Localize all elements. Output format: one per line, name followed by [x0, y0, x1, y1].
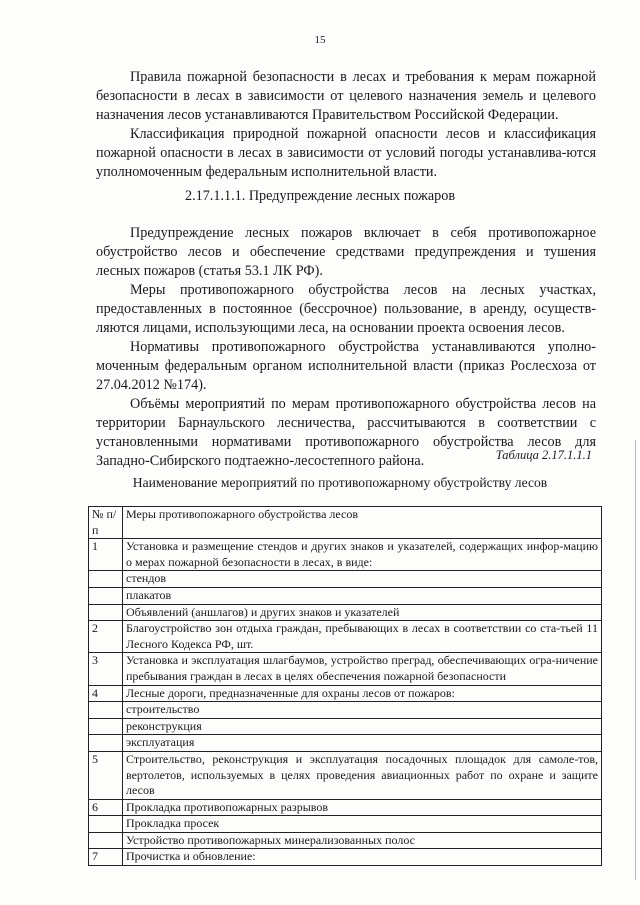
scan-edge-line — [635, 440, 636, 880]
table-row — [89, 539, 602, 571]
paragraph-volumes: Объёмы мероприятий по мерам противопожарного обустройства лесов на территории Барнаульского лесничества, рассчитываются в соответствии с установленными нормативами противопожарного обустройства лесов для Западно-Сибирского подтаежно-лесостепного района. — [96, 396, 596, 469]
row-measure: реконструкция — [123, 718, 602, 735]
paragraph-fire-arrangement-measures: Меры противопожарного обустройства лесов на лесных участках, предоставленных в постоянное (бессрочное) пользование, в аренду, осуществ-ляются лицами, использующими леса, на основании проекта освоения лесов. — [96, 282, 596, 336]
table-title: Наименование мероприятий по противопожарному обустройству лесов — [132, 475, 548, 490]
row-num — [89, 702, 123, 719]
table-row — [89, 685, 602, 702]
row-measure: плакатов — [123, 587, 602, 604]
header-measure-cell: Меры противопожарного обустройства лесов — [123, 507, 602, 539]
table-header-row — [89, 507, 602, 539]
row-measure: Устройство противопожарных минерализованных полос — [123, 832, 602, 849]
paragraph-norms: Нормативы противопожарного обустройства устанавливаются уполно-моченным федеральным органом исполнительной власти (приказ Рослесхоза от 27.04.2012 №174). — [96, 339, 596, 393]
section-heading: 2.17.1.1.1. Предупреждение лесных пожаров — [184, 188, 456, 204]
table-row — [89, 587, 602, 604]
row-num: 3 — [89, 653, 123, 685]
row-num — [89, 832, 123, 849]
table-row — [89, 653, 602, 685]
table-row — [89, 832, 602, 849]
header-num-cell: № п/п — [89, 507, 123, 539]
row-num: 4 — [89, 685, 123, 702]
row-measure: Лесные дороги, предназначенные для охраны лесов от пожаров: — [123, 685, 602, 702]
row-measure: Объявлений (аншлагов) и других знаков и указателей — [123, 604, 602, 621]
paragraph-fire-hazard-classification: Классификация природной пожарной опасности лесов и классификация пожарной опасности в лесах в зависимости от условий погоды устанавлива-ются уполномоченным федеральным исполнительной власти. — [96, 126, 596, 180]
row-num — [89, 604, 123, 621]
row-num — [89, 816, 123, 833]
paragraph-fire-prevention: Предупреждение лесных пожаров включает в себя противопожарное обустройство лесов и обеспечение средствами предупреждения и тушения лесных пожаров (статья 53.1 ЛК РФ). — [96, 225, 596, 279]
row-measure: Строительство, реконструкция и эксплуатация посадочных площадок для самоле-тов, вертолетов, используемых в целях проведения авиационных работ по охране и защите лесов — [123, 751, 602, 799]
table-row — [89, 816, 602, 833]
row-measure: Прокладка просек — [123, 816, 602, 833]
table-row — [89, 799, 602, 816]
row-measure: стендов — [123, 571, 602, 588]
paragraph-fire-safety-rules: Правила пожарной безопасности в лесах и требования к мерам пожарной безопасности в лесах в зависимости от целевого назначения земель и целевого назначения лесов устанавливаются Правительством Российской Федерации. — [96, 69, 596, 123]
row-measure: Прокладка противопожарных разрывов — [123, 799, 602, 816]
row-measure: строительство — [123, 702, 602, 719]
table-row — [89, 718, 602, 735]
table-row — [89, 604, 602, 621]
table-row — [89, 849, 602, 866]
table-row — [89, 621, 602, 653]
row-num — [89, 735, 123, 752]
table-row — [89, 735, 602, 752]
row-measure: Установка и эксплуатация шлагбаумов, устройство преград, обеспечивающих огра-ничение пребывания граждан в лесах в целях обеспечения пожарной безопасности — [123, 653, 602, 685]
page-number: 15 — [314, 34, 326, 46]
table-row — [89, 571, 602, 588]
table-caption: Таблица 2.17.1.1.1 — [495, 448, 592, 462]
measures-table — [88, 506, 602, 866]
row-num: 7 — [89, 849, 123, 866]
row-measure: эксплуатация — [123, 735, 602, 752]
row-num — [89, 571, 123, 588]
row-num — [89, 718, 123, 735]
row-measure: Прочистка и обновление: — [123, 849, 602, 866]
row-measure: Установка и размещение стендов и других знаков и указателей, содержащих инфор-мацию о мерах пожарной безопасности в лесах, в виде: — [123, 539, 602, 571]
row-num: 5 — [89, 751, 123, 799]
row-num: 2 — [89, 621, 123, 653]
row-num — [89, 587, 123, 604]
row-measure: Благоустройство зон отдыха граждан, пребывающих в лесах в соответствии со ста-тьей 11 Лесного Кодекса РФ, шт. — [123, 621, 602, 653]
table-row — [89, 702, 602, 719]
row-num: 1 — [89, 539, 123, 571]
row-num: 6 — [89, 799, 123, 816]
table-row — [89, 751, 602, 799]
